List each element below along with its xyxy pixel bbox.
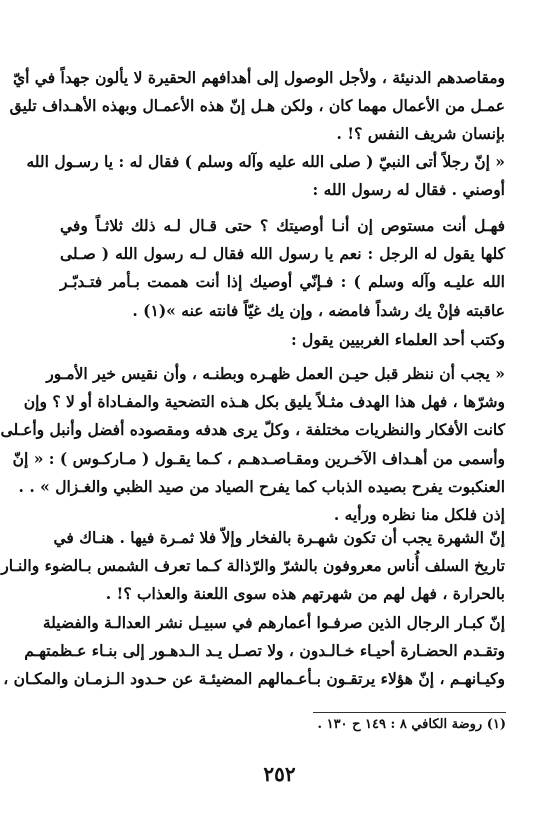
paragraph-line: عاقبته فإنْ يك رشداً فامضه ، وإن يك غيّاً فانته عنه »(١) . [132,300,505,320]
footnote-divider [313,712,506,713]
paragraph-line: وتقـدم الحضـارة أحيـاء خـالـدون ، ولا تصـل يـد الـدهـور إلى بنـاء عـظمتهـم [24,641,505,661]
paragraph-line: إنّ كبـار الرجال الذين صرفـوا أعمارهم في سبيـل نشر العدالـة والفضيلة [42,613,505,632]
paragraph-line: كانت الأفكار والنظريات مختلفة ، وكلّ يرى هدفه ومقصوده أفضل وأنبل وأعـلى [0,420,505,440]
paragraph-6 [1,524,505,609]
paragraph-line: ومقاصدهم الدنيئة ، ولأجل الوصول إلى أهدافهم الحقيرة لا يألون جهداً في أيّ [12,68,505,87]
paragraph-3 [60,212,505,325]
paragraph-line: أوصني . فقال له رسول الله : [312,180,505,200]
paragraph-line: بالحرارة ، فهل لهم من شهرتهم هذه سوى اللعنة والعذاب ؟! . [105,584,505,604]
paragraph-line: الله عليـه وآله وسلم ) : فـإنّي أوصيك إذا أنت هممت بـأمر فتـدبّـر [60,272,505,292]
paragraph-line: وكيـانهـم ، إنّ هؤلاء يرتقـون بـأعـمالهم المضيئـة عن حـدود الـزمـان والمكـان ، [3,669,505,689]
paragraph-line: العنكبوت يفرح بصيده الذباب كما يفرح الصياد من صيد الظبي والغـزال » . . [18,476,505,496]
paragraph-line: « إنّ رجلاً أتى النبيّ ( صلى الله عليه وآله وسلم ) فقال له : يا رسـول الله [26,152,505,171]
paragraph-line: إذن فلكل منا نظره ورأيه . [333,505,505,525]
paragraph-line: إنّ الشهرة يجب أن تكون شهـرة بالفخار وإلاّ فلا ثمـرة فيها . هنـاك في [53,528,505,547]
paragraph-line: تاريخ السلف أُناس معروفون بالشرّ والرّذالة كـما تعرف الشمس بـالضوء والنـار [1,556,505,576]
paragraph-line: بإنسان شريف النفس ؟! . [336,124,505,144]
paragraph-line: وكتب أحد العلماء الغربيين يقول : [290,330,505,349]
paragraph-4 [60,326,505,354]
paragraph-line: « يجب أن ننظر قبل حيـن العمل ظهـره وبطنـه ، وأن نقيس خير الأمـور [46,364,505,383]
paragraph-1 [9,64,505,149]
paragraph-line: وشرّها ، فهل هذا الهدف مثـلاً يليق بكل هـذه التضحية والمفـاداة أو لا ؟ وإن [23,392,505,412]
paragraph-7 [3,609,505,694]
paragraph-line: عمـل من الأعمال مهما كان ، ولكن هـل إنّ هذه الأعمـال وبهذه الأهـداف تليق [9,96,505,116]
paragraph-2 [26,148,505,204]
paragraph-line: كلها يقول له الرجل : نعم يا رسول الله فقال لـه رسول الله ( صـلى [60,244,505,264]
paragraph-5 [0,360,505,529]
footnote: (١) روضة الكافي ٨ : ١٤٩ ح ١٣٠ . [317,717,506,732]
paragraph-line: وأسمى من أهـداف الآخـرين ومقـاصـدهـم ، كـما يقـول ( مـاركـوس ) : « إنّ [12,448,505,468]
paragraph-line: فهـل أنت مستوص إن أنـا أوصيتك ؟ حتى قـال لـه ذلك ثلاثـاً وفي [60,216,505,235]
page-number: ٢٥٢ [263,762,296,786]
